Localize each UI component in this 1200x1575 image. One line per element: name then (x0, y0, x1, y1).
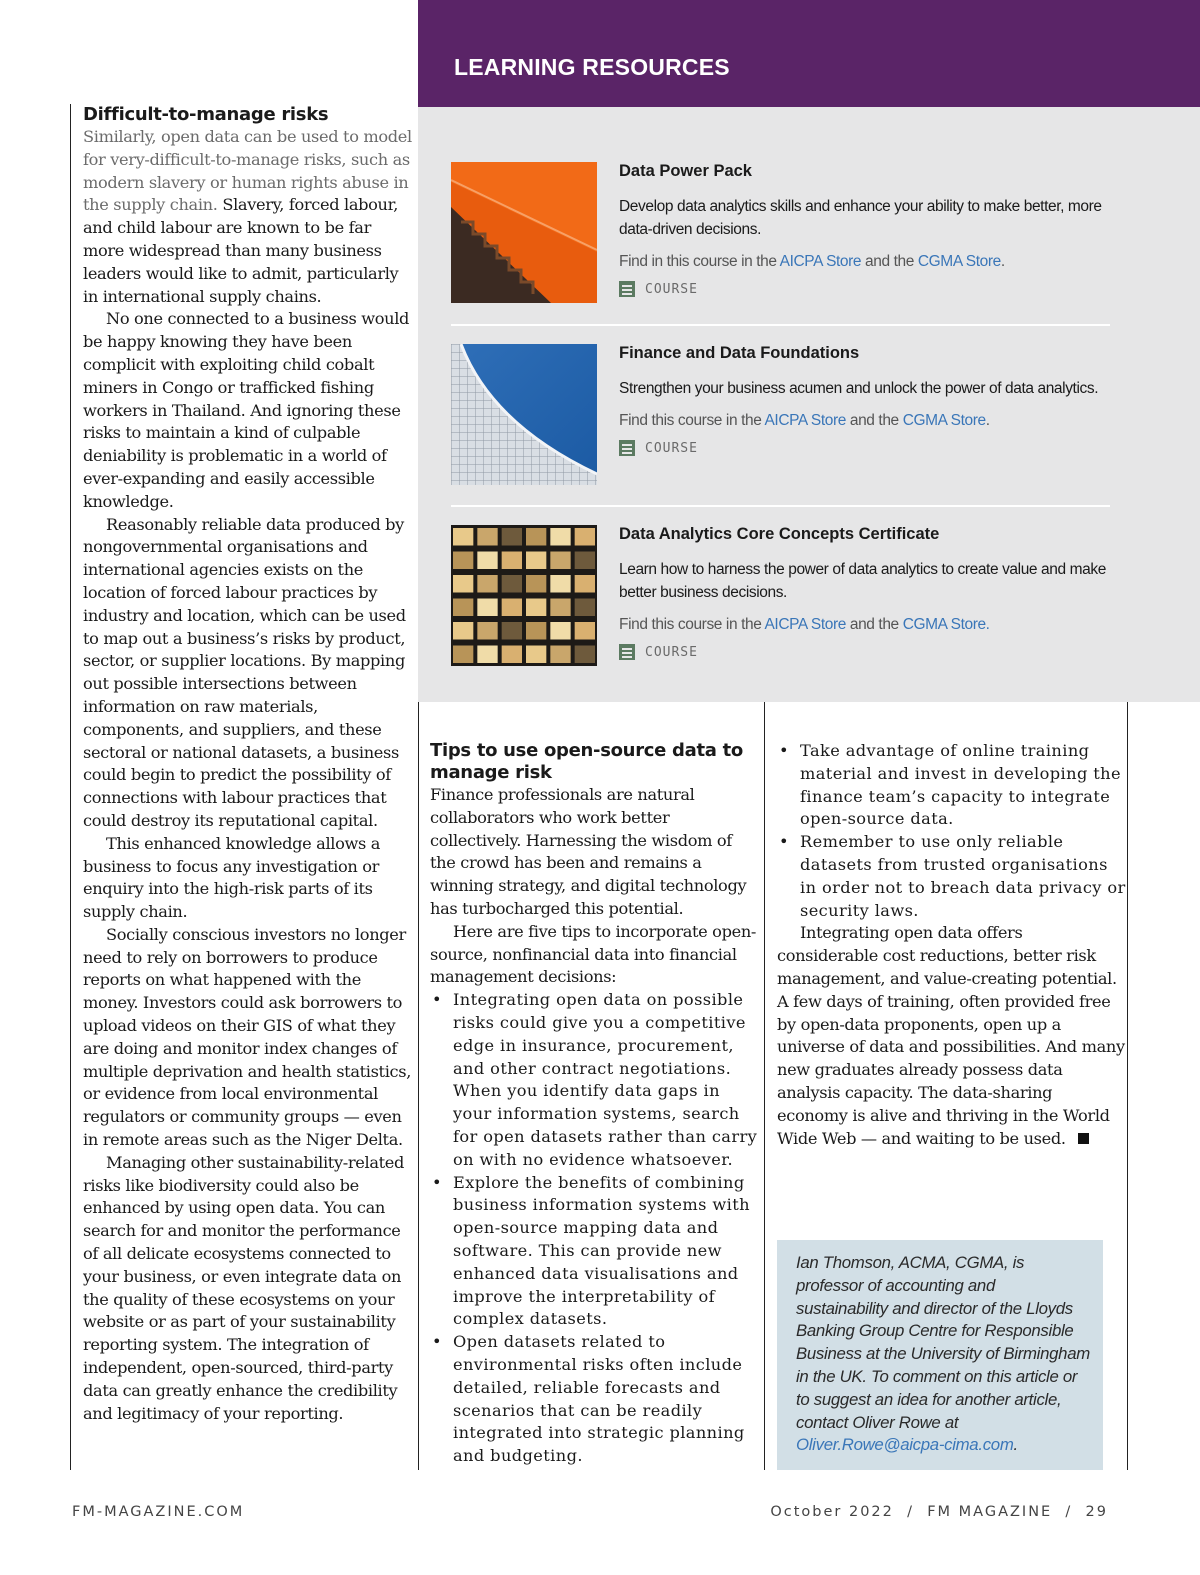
author-email-link[interactable]: Oliver.Rowe@aicpa-cima.com (796, 1435, 1014, 1455)
window-pane (477, 599, 497, 617)
window-pane (550, 552, 570, 570)
window-pane (477, 646, 497, 664)
cgma-store-link[interactable]: CGMA Store (902, 412, 986, 429)
window-pane (477, 622, 497, 640)
middle-column (418, 702, 760, 1470)
find-prefix: Find this course in the (619, 616, 765, 633)
find-prefix: Find in this course in the (619, 253, 780, 270)
resource-description: Strengthen your business acumen and unlock the power of data analytics. (619, 380, 1099, 397)
window-pane (575, 646, 595, 664)
window-pane (550, 528, 570, 546)
left-body (83, 126, 413, 1425)
window-pane (453, 646, 473, 664)
left-paragraph: This enhanced knowledge allows a business to focus any investigation or enquiry into the high-risk parts of its supply chain. (83, 833, 381, 922)
window-pane (477, 528, 497, 546)
cgma-store-link[interactable]: CGMA Store. (902, 616, 990, 633)
window-pane (502, 622, 522, 640)
left-paragraph: No one connected to a business would be happy knowing they have been complicit with exploiting child cobalt miners in Congo or trafficked fishing workers in Thailand. And ignoring these risks to maintain a kind of culpable deniability is problematic in a world of ever-expanding and easily accessible knowledge. (83, 309, 410, 511)
course-tag (619, 440, 1109, 456)
window-pane (526, 646, 546, 664)
resource-divider (451, 505, 1110, 507)
resource-text (619, 525, 1109, 660)
resource-find-text (619, 616, 1109, 634)
aicpa-store-link[interactable]: AICPA Store (764, 412, 846, 429)
window-pane (526, 528, 546, 546)
resource-find-text (619, 412, 1109, 430)
window-pane (526, 599, 546, 617)
intro-gray-text: Similarly, open data can be used to model for very-difficult-to-manage risks, such as modern slavery or human rights abuse in the supply chain. (83, 127, 412, 215)
window-pane (502, 599, 522, 617)
staircase-thumbnail (451, 162, 597, 303)
window-pane (453, 599, 473, 617)
cgma-store-link[interactable]: CGMA Store (917, 253, 1001, 270)
footer-site[interactable]: FM-MAGAZINE.COM (72, 1504, 245, 1520)
tip-item: • Explore the benefits of combining business information systems with open-source mapping data and software. This can provide new enhanced data visualisations and improve the interpretability of complex datasets. (430, 1172, 760, 1332)
tip-item: • Open datasets related to environmental risks often include detailed, reliable forecasts and scenarios that can be readily integrated into strategic planning and budgeting. (430, 1331, 760, 1468)
learning-resources-header (418, 0, 1200, 107)
document-icon (619, 281, 635, 297)
find-suffix: . (985, 412, 990, 429)
resource-divider (451, 324, 1110, 326)
window-pane (502, 528, 522, 546)
course-tag (619, 281, 1109, 297)
tip-item: • Integrating open data on possible risks could give you a competitive edge in insurance, procurement, and other contract negotiations. When you identify data gaps in your information systems, search for open datasets rather than carry on with no evidence whatsoever. (430, 989, 760, 1171)
tips-list-continued (777, 740, 1127, 922)
resource-text (619, 344, 1109, 456)
aicpa-store-link[interactable]: AICPA Store (779, 253, 862, 270)
window-pane (477, 552, 497, 570)
course-tag (619, 644, 1109, 660)
author-bio (777, 1240, 1103, 1457)
left-column (70, 104, 413, 1470)
resource-title: Finance and Data Foundations (619, 344, 860, 362)
left-paragraph-intro (83, 126, 413, 308)
window-pane (453, 528, 473, 546)
tip-item: • Take advantage of online training material and invest in developing the finance team’s capacity to integrate open-source data. (777, 740, 1127, 831)
bio-text: Ian Thomson, ACMA, CGMA, is professor of accounting and sustainability and director of the Lloyds Banking Group Centre for Responsible Business at the University of Birmingham in the UK. To comment on this article or to suggest an idea for another article, contact Oliver Rowe at (796, 1253, 1090, 1432)
window-pane (575, 528, 595, 546)
window-pane (526, 575, 546, 593)
window-pane (550, 622, 570, 640)
learning-resources-title: LEARNING RESOURCES (454, 54, 730, 80)
aicpa-store-link[interactable]: AICPA Store (764, 616, 846, 633)
left-paragraph: Managing other sustainability-related risks like biodiversity could also be enhanced by using open data. You can search for and monitor the performance of all delicate ecosystems connected to your business, or even integrate data on the quality of these ecosystems on your website or as part of your sustainability reporting system. The integration of independent, open-sourced, third-party data can greatly enhance the credibility and legitimacy of your reporting. (83, 1152, 405, 1423)
window-pane (477, 575, 497, 593)
window-pane (502, 552, 522, 570)
find-prefix: Find this course in the (619, 412, 765, 429)
section-heading-difficult-risks: Difficult-to-manage risks (83, 104, 329, 125)
window-pane (575, 552, 595, 570)
author-bio-box (777, 1240, 1103, 1470)
find-mid: and the (845, 412, 903, 429)
middle-paragraph: Finance professionals are natural collaborators who work better collectively. Harnessing the wisdom of the crowd has been and remains a winning strategy, and digital technology has turbocharged this potential. (430, 785, 747, 918)
resource-title: Data Analytics Core Concepts Certificate (619, 525, 940, 543)
window-pane (550, 599, 570, 617)
window-pane (502, 646, 522, 664)
resource-title: Data Power Pack (619, 162, 752, 180)
learning-resources-panel (418, 107, 1200, 702)
resource-item-data-power-pack[interactable] (451, 162, 1111, 307)
course-label: COURSE (645, 644, 698, 660)
find-suffix: . (1000, 253, 1005, 270)
find-mid: and the (845, 616, 903, 633)
tips-list (430, 989, 760, 1468)
middle-body (430, 784, 760, 1468)
left-paragraph: Reasonably reliable data produced by nongovernmental organisations and international agencies exists on the location of forced labour practices by industry and location, which can be used to map out a business’s risks by product, sector, or supplier locations. By mapping out possible intersections between information on raw materials, components, and suppliers, and these sectoral or national datasets, a business could begin to predict the possibility of connections with labour practices that could destroy its reputational capital. (83, 514, 406, 830)
footer-issue-page: October 2022 / FM MAGAZINE / 29 (770, 1504, 1108, 1520)
window-pane (550, 575, 570, 593)
conclusion-text: Integrating open data offers considerable cost reductions, better risk management, and value-creating potential. A few days of training, often provided free by open-data proponents, open up a universe of data and possibilities. And many new graduates already possess data analysis capacity. The data-sharing economy is alive and thriving in the World Wide Web — and waiting to be used. (777, 923, 1125, 1148)
document-icon (619, 440, 635, 456)
course-label: COURSE (645, 281, 698, 297)
window-pane (526, 552, 546, 570)
find-mid: and the (861, 253, 918, 270)
building-thumbnail (451, 344, 597, 485)
window-pane (550, 646, 570, 664)
left-paragraph: Socially conscious investors no longer need to rely on borrowers to produce reports on what happened with the money. Investors could ask borrowers to upload videos on their GIS of what they are doing and monitor index changes of multiple deprivation and health statistics, or evidence from local environmental regulators or community groups — even in remote areas such as the Niger Delta. (83, 924, 412, 1150)
resource-item-finance-data-foundations[interactable] (451, 344, 1111, 489)
window-pane (453, 552, 473, 570)
window-pane (575, 575, 595, 593)
end-mark-icon (1078, 1133, 1089, 1144)
resource-item-data-analytics-certificate[interactable] (451, 525, 1111, 670)
window-pane (526, 622, 546, 640)
middle-paragraph: Here are five tips to incorporate open-source, nonfinancial data into financial management decisions: (430, 921, 757, 987)
section-heading-tips: Tips to use open-source data to manage risk (430, 740, 743, 783)
window-pane (453, 622, 473, 640)
office-windows-thumbnail (451, 525, 597, 666)
resource-text (619, 162, 1109, 297)
resource-find-text (619, 253, 1109, 271)
course-label: COURSE (645, 440, 698, 456)
window-pane (453, 575, 473, 593)
bio-end: . (1013, 1435, 1018, 1455)
window-pane (575, 599, 595, 617)
tip-item: • Remember to use only reliable datasets from trusted organisations in order not to breach data privacy or security laws. (777, 831, 1127, 922)
document-icon (619, 644, 635, 660)
right-paragraph (777, 922, 1127, 1150)
right-body (777, 740, 1127, 1150)
intro-rest-text: Slavery, forced labour, and child labour are known to be far more widespread than many business leaders would like to admit, particularly in international supply chains. (83, 195, 399, 306)
resource-description: Learn how to harness the power of data analytics to create value and make better business decisions. (619, 561, 1106, 601)
resource-description: Develop data analytics skills and enhance your ability to make better, more data-driven decisions. (619, 198, 1102, 238)
window-pane (575, 622, 595, 640)
window-pane (502, 575, 522, 593)
